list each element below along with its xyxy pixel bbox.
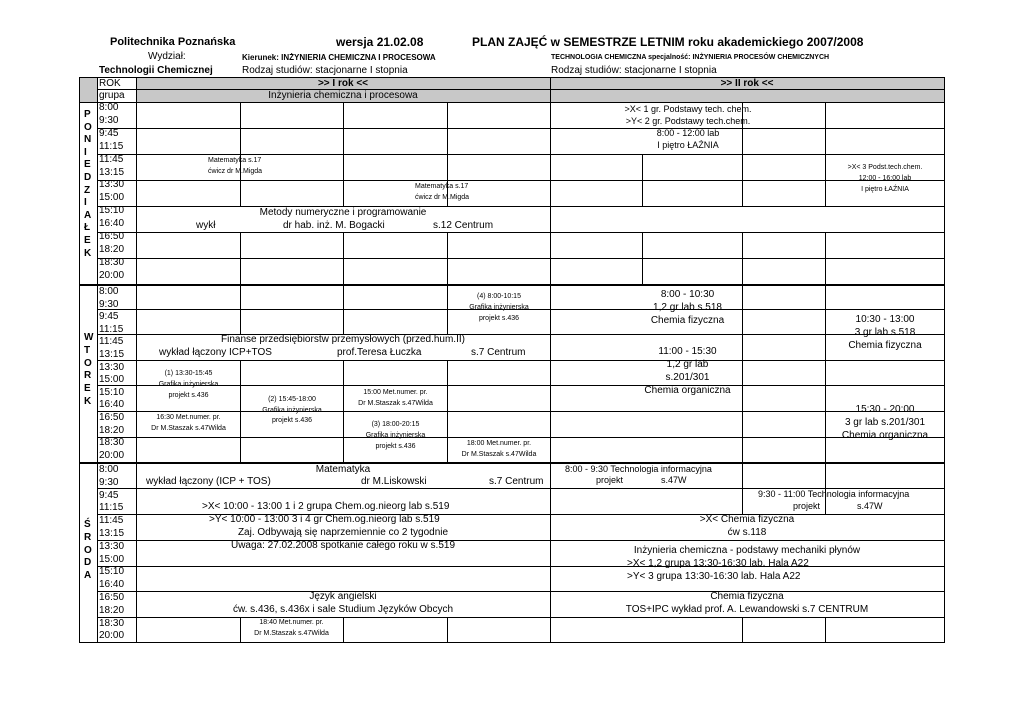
tuesday-g3-line2: Grafika inżynierska — [365, 432, 426, 439]
wednesday-nie-line3: Zaj. Odbywają się naprzemiennie co 2 tygodnie — [237, 527, 449, 538]
monday-mat2-line2: ćwicz dr M.Migda — [415, 194, 470, 201]
wednesday-mat-room: s.7 Centrum — [489, 476, 544, 487]
time-label: 13:15 — [99, 349, 125, 360]
wednesday-mn-line2: Dr M.Staszak s.47Wilda — [254, 630, 329, 637]
tuesday-mn2-line2: Dr M.Staszak s.47Wilda — [151, 425, 226, 432]
day-letter: Ł — [84, 222, 91, 234]
wednesday-ti2-line1: 9:30 - 11:00 Technologia informacyjna — [758, 489, 910, 499]
time-label: 18:20 — [99, 604, 125, 616]
rok-label: ROK — [99, 78, 121, 89]
day-letter: O — [84, 357, 92, 369]
wednesday-mat-type: wykład łączony (ICP + TOS) — [146, 476, 271, 487]
day-letter: D — [84, 172, 92, 183]
day-letter: E — [84, 383, 91, 395]
time-label: 15:00 — [99, 192, 125, 204]
tuesday-g4-line2: Grafika inżynierska — [469, 304, 529, 311]
wednesday-mn-line1: 18:40 Met.numer. pr. — [259, 619, 324, 626]
tuesday-fin-title: Finanse przedsiębiorstw przemysłowych (przed.hum.II) — [221, 334, 465, 345]
time-label: 13:30 — [99, 361, 125, 373]
tuesday-g4-line3: projekt s.436 — [478, 315, 520, 322]
faculty-name: Technologii Chemicznej — [99, 65, 213, 76]
tuesday-g3-line1: (3) 18:00-20:15 — [371, 421, 420, 428]
time-label: 9:30 — [99, 114, 119, 126]
tuesday-org2-line2: 3 gr lab s.201/301 — [844, 417, 926, 428]
time-label: 16:40 — [99, 218, 125, 230]
year1-label: >> I rok << — [317, 78, 369, 89]
monday-lab-line4: I piętro ŁAŹNIA — [657, 140, 719, 150]
monday-met-teacher: dr hab. inż. M. Bogacki — [283, 220, 385, 231]
day-letter: E — [84, 159, 91, 171]
time-label: 11:15 — [99, 323, 124, 335]
day-letter: K — [84, 247, 92, 259]
day-letter: A — [84, 570, 92, 582]
tuesday-fiz2-line2: 3 gr lab s.518 — [854, 327, 916, 338]
wednesday-ang-line2: ćw. s.436, s.436x i sale Studium Języków Obcych — [232, 604, 454, 615]
wednesday-ti1-line2: projekt — [596, 475, 624, 485]
grupa-label: grupa — [99, 90, 125, 101]
tuesday-org1-line2: 1,2 gr lab — [666, 359, 709, 370]
day-letter: P — [84, 109, 91, 120]
wednesday-ang-line1: Język angielski — [309, 591, 377, 602]
time-label: 15:00 — [99, 374, 125, 386]
tuesday-g2-line2: Grafika inżynierska — [262, 407, 322, 414]
monday-lab-line1: >X< 1 gr. Podstawy tech. chem. — [624, 104, 752, 114]
tuesday-org2-line1: 15:30 - 20:00 — [855, 404, 915, 415]
left-study-type: Rodzaj studiów: stacjonarne I stopnia — [242, 65, 408, 76]
tuesday-g2-line1: (2) 15:45-18:00 — [268, 396, 316, 403]
page-title: PLAN ZAJĘĆ w SEMESTRZE LETNIM roku akademickiego 2007/2008 — [472, 35, 864, 49]
wednesday-cf-line1: >X< Chemia fizyczna — [699, 514, 795, 525]
tuesday-fiz2-line3: Chemia fizyczna — [848, 340, 922, 351]
tuesday-g1-line2: Grafika inżynierska — [158, 381, 219, 388]
right-direction: TECHNOLOGIA CHEMICZNA specjalność: INŻYNIERIA PROCESÓW CHEMICZNYCH — [551, 54, 830, 61]
wednesday-ti2-line3: s.47W — [857, 501, 883, 511]
year2-label: >> II rok << — [720, 78, 774, 89]
time-label: 9:45 — [99, 127, 119, 139]
day-letter: W — [84, 332, 94, 343]
group1-label: Inżynieria chemiczna i procesowa — [268, 90, 418, 101]
tuesday-g4-line1: (4) 8:00-10:15 — [477, 293, 521, 300]
tuesday-mn1-line1: 15:00 Met.numer. pr. — [363, 389, 428, 396]
time-label: 16:40 — [99, 579, 125, 591]
university-name: Politechnika Poznańska — [110, 36, 236, 48]
time-label: 11:45 — [99, 336, 124, 348]
time-label: 11:45 — [99, 153, 124, 165]
monday-mat1-line2: ćwicz dr M.Migda — [208, 168, 263, 175]
time-label: 18:20 — [99, 243, 125, 255]
version-label: wersja 21.02.08 — [336, 35, 424, 49]
time-label: 15:10 — [99, 205, 125, 217]
time-label: 16:50 — [99, 412, 125, 423]
time-label: 8:00 — [99, 102, 119, 113]
monday-met-type: wykł — [196, 220, 216, 231]
day-letter: E — [84, 235, 91, 246]
day-letter: T — [84, 344, 91, 356]
tuesday-org1-line4: Chemia organiczna — [644, 385, 731, 396]
time-label: 11:45 — [99, 515, 124, 527]
right-study-type: Rodzaj studiów: stacjonarne I stopnia — [551, 65, 717, 76]
corner-band — [79, 77, 97, 102]
tuesday-g3-line3: projekt s.436 — [375, 443, 416, 450]
monday-met-room: s.12 Centrum — [433, 220, 494, 231]
monday-podst-line2: 12:00 - 16:00 lab — [858, 175, 912, 182]
wednesday-imp-line2: >X< 1,2 grupa 13:30-16:30 lab. Hala A22 — [627, 558, 809, 569]
wednesday-cfw-line2: TOS+IPC wykład prof. A. Lewandowski s.7 CENTRUM — [625, 604, 869, 615]
tuesday-mn3-line1: 18:00 Met.numer. pr. — [466, 440, 532, 447]
wednesday-mat-teacher: dr M.Liskowski — [361, 476, 427, 487]
day-letter: N — [84, 134, 92, 146]
wednesday-cf-line2: ćw s.118 — [727, 527, 767, 538]
time-label: 9:30 — [99, 298, 119, 310]
time-label: 15:10 — [99, 566, 125, 578]
tuesday-fin-teacher: prof.Teresa Łuczka — [337, 347, 422, 358]
monday-podst-line1: >X< 3 Podst.tech.chem. — [847, 164, 923, 171]
monday-lab-line3: 8:00 - 12:00 lab — [656, 128, 720, 138]
day-letter: O — [84, 121, 92, 133]
tuesday-mn1-line2: Dr M.Staszak s.47Wilda — [358, 400, 433, 407]
tuesday-g1-line3: projekt s.436 — [168, 392, 209, 399]
wednesday-imp-line1: Inżynieria chemiczna - podstawy mechaniki płynów — [633, 545, 861, 556]
wednesday-ti1-line3: s.47W — [661, 475, 687, 485]
time-label: 18:30 — [99, 256, 125, 268]
wednesday-nie-line2: >Y< 10:00 - 13:00 3 i 4 gr Chem.og.nieorg lab s.519 — [209, 514, 440, 525]
tuesday-fin-type: wykład łączony ICP+TOS — [159, 347, 272, 358]
left-direction: Kierunek: INŻYNIERIA CHEMICZNA I PROCESOWA — [242, 53, 436, 62]
time-label: 18:30 — [99, 437, 125, 449]
time-label: 16:50 — [99, 592, 125, 603]
wednesday-ti1-line1: 8:00 - 9:30 Technologia informacyjna — [565, 464, 712, 474]
time-label: 18:20 — [99, 424, 125, 436]
time-label: 16:50 — [99, 231, 125, 242]
day-letter: I — [84, 197, 87, 209]
group-row-band-right — [550, 89, 944, 102]
day-letter: R — [84, 531, 92, 543]
monday-lab-line2: >Y< 2 gr. Podstawy tech.chem. — [625, 116, 751, 126]
wednesday-imp-line3: >Y< 3 grupa 13:30-16:30 lab. Hala A22 — [627, 571, 801, 582]
tuesday-g1-line1: (1) 13:30-15:45 — [164, 370, 213, 377]
faculty-label: Wydział: — [148, 51, 186, 62]
day-letter: R — [84, 370, 92, 382]
wednesday-nie-line4: Uwaga: 27.02.2008 spotkanie całego roku w s.519 — [230, 540, 456, 551]
tuesday-mn2-line1: 16:30 Met.numer. pr. — [156, 414, 221, 421]
wednesday-ti2-line2: projekt — [793, 501, 821, 511]
time-label: 13:15 — [99, 166, 125, 178]
day-letter: A — [84, 209, 92, 221]
tuesday-fiz2-line1: 10:30 - 13:00 — [855, 314, 915, 325]
time-label: 13:30 — [99, 540, 125, 552]
monday-mat2-line1: Matematyka s.17 — [415, 183, 469, 190]
tuesday-org1-line3: s.201/301 — [665, 372, 710, 383]
time-label: 15:00 — [99, 553, 125, 565]
day-letter: Z — [84, 184, 91, 196]
time-label: 9:45 — [99, 489, 119, 501]
tuesday-fiz1-line1: 8:00 - 10:30 — [660, 289, 715, 300]
day-letter: Ś — [84, 519, 91, 530]
time-label: 16:40 — [99, 399, 125, 411]
time-label: 13:30 — [99, 179, 125, 191]
tuesday-fiz1-line2: 1,2 gr lab s.518 — [653, 302, 722, 313]
time-label: 8:00 — [99, 464, 119, 475]
time-label: 9:45 — [99, 311, 119, 323]
monday-podst-line3: I piętro ŁAŹNIA — [861, 186, 909, 193]
monday-met-title: Metody numeryczne i programowanie — [259, 207, 427, 218]
time-label: 18:30 — [99, 617, 125, 629]
day-letter: I — [84, 146, 87, 158]
time-label: 20:00 — [99, 269, 125, 281]
day-letter: D — [84, 557, 92, 569]
time-label: 8:00 — [99, 286, 119, 297]
time-label: 20:00 — [99, 630, 125, 642]
time-label: 13:15 — [99, 528, 125, 539]
tuesday-fiz1-line3: Chemia fizyczna — [650, 315, 725, 326]
day-letter: K — [84, 396, 92, 407]
time-label: 11:15 — [99, 140, 124, 152]
time-label: 20:00 — [99, 449, 125, 461]
wednesday-cfw-line1: Chemia fizyczna — [710, 591, 784, 602]
day-letter: O — [84, 544, 92, 556]
tuesday-org2-line3: Chemia organiczna — [841, 430, 929, 441]
time-label: 15:10 — [99, 386, 125, 398]
time-label: 9:30 — [99, 476, 119, 488]
tuesday-g2-line3: projekt s.436 — [271, 417, 313, 424]
tuesday-org1-line1: 11:00 - 15:30 — [658, 346, 717, 357]
monday-mat1-line1: Matematyka s.17 — [208, 157, 262, 164]
wednesday-nie-line1: >X< 10:00 - 13:00 1 i 2 grupa Chem.og.nieorg lab s.519 — [202, 501, 450, 512]
time-label: 11:15 — [99, 502, 124, 514]
tuesday-fin-room: s.7 Centrum — [471, 347, 526, 358]
tuesday-mn3-line2: Dr M.Staszak s.47Wilda — [461, 451, 537, 458]
wednesday-mat-title: Matematyka — [315, 464, 371, 475]
